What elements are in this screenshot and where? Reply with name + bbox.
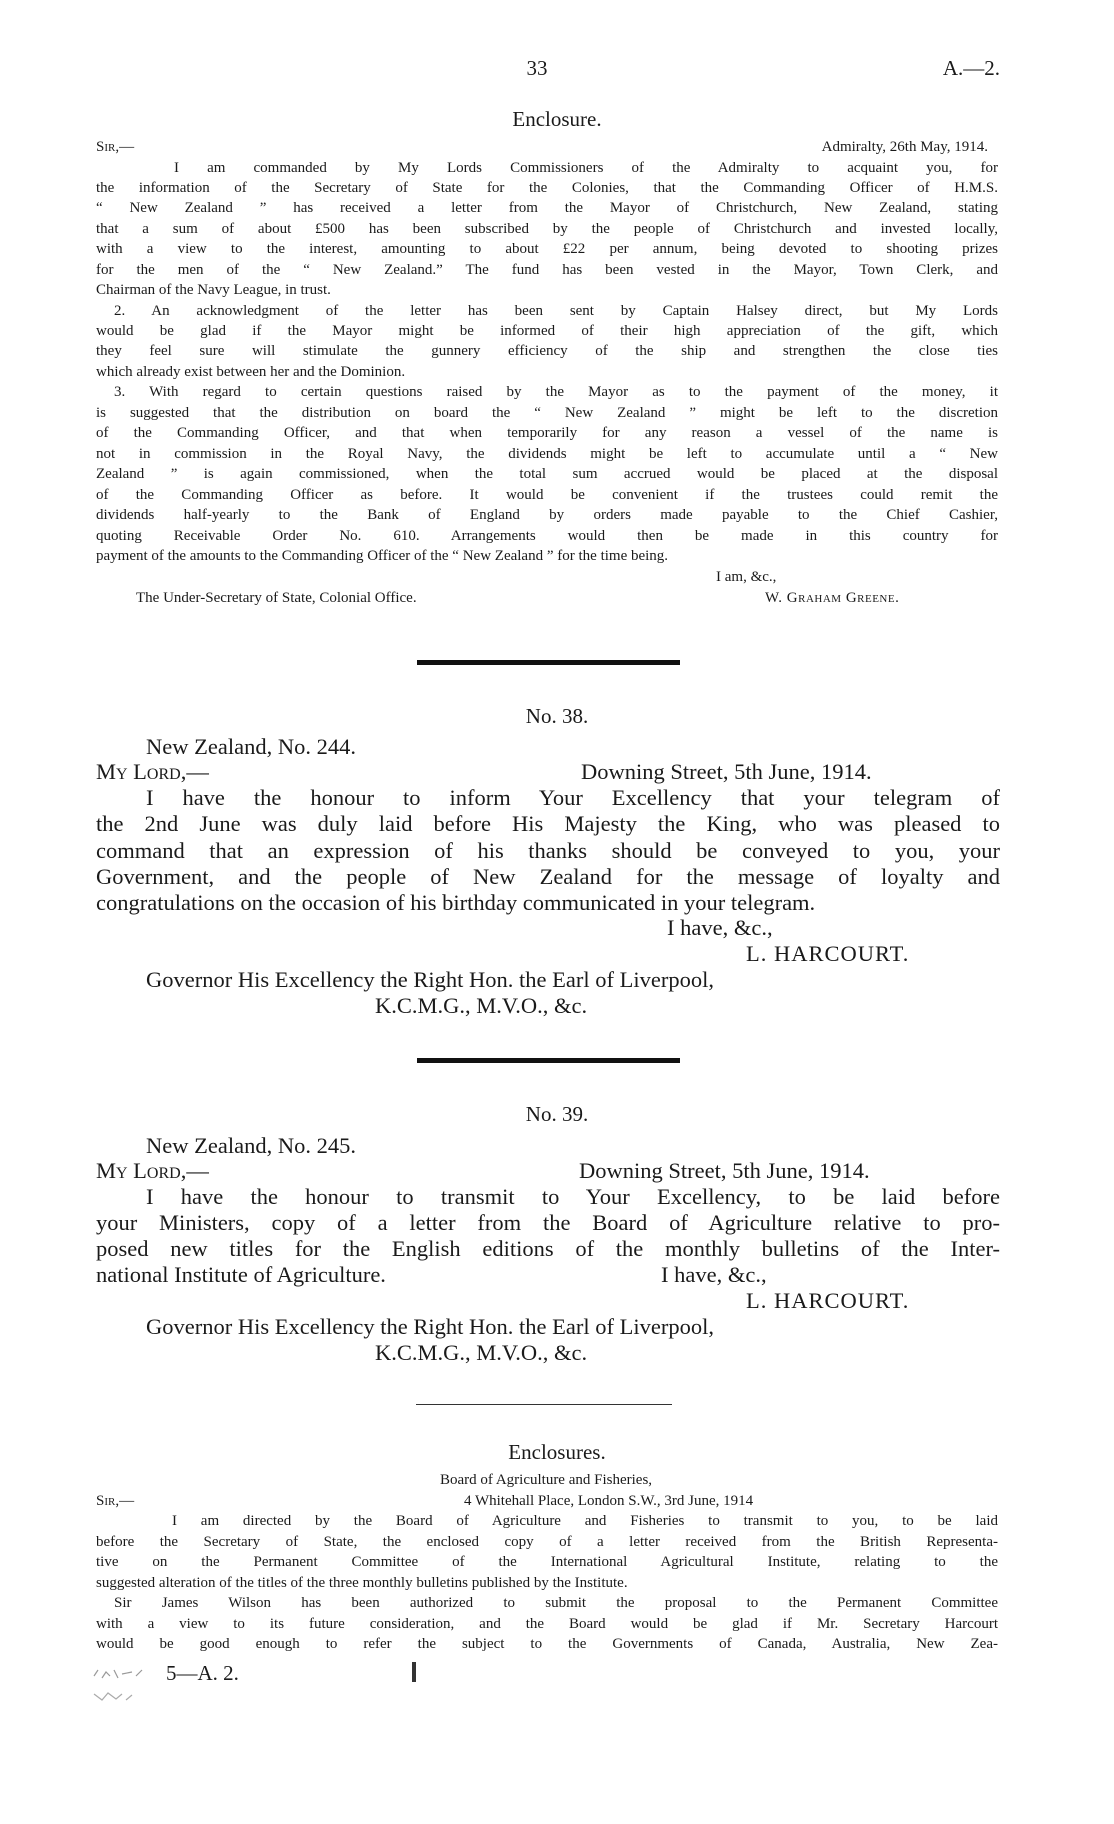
letter-39-line: national Institute of Agriculture. [96,1262,386,1287]
enclosure-signature: W. Graham Greene. [765,590,900,606]
enclosure-line: is suggested that the distribution on board the “ New Zealand ” might be left to the discretion [96,405,998,421]
section-divider [417,1058,680,1063]
enclosure-addressee: The Under-Secretary of State, Colonial Office. [136,590,417,606]
letter-number-38: No. 38. [525,704,589,728]
letter-39-reference: New Zealand, No. 245. [146,1133,356,1158]
enclosures-salutation: Sir,— [96,1493,135,1509]
enclosure-closing: I am, &c., [716,569,777,585]
enclosure-line: payment of the amounts to the Commanding Officer of the “ New Zealand ” for the time being. [96,548,669,564]
enclosure-line: Zealand ” is again commissioned, when the total sum accrued would be placed at the disposal [96,466,998,482]
letter-39-addressee: Governor His Excellency the Right Hon. the Earl of Liverpool, [146,1314,714,1339]
print-smudge [92,1690,140,1704]
enclosure-line: quoting Receivable Order No. 610. Arrangements would then be made in this country for [96,528,998,544]
printer-signature-mark: 5—A. 2. [166,1661,239,1685]
enclosure-heading: Enclosure. [512,107,602,131]
section-divider [416,1404,672,1405]
section-divider [417,660,680,665]
enclosure-salutation: Sir,— [96,139,135,155]
enclosure-line: would be glad if the Mayor might be informed of their high appreciation of the gift, which [96,323,998,339]
letter-38-line: Government, and the people of New Zealand for the message of loyalty and [96,864,1000,889]
enclosure-line: “ New Zealand ” has received a letter from the Mayor of Christchurch, New Zealand, stating [96,200,998,216]
enclosures-from-line: Board of Agriculture and Fisheries, [440,1472,653,1488]
enclosure-line: 3. With regard to certain questions raised by the Mayor as to the payment of the money, it [114,384,998,400]
letter-38-addressee: Governor His Excellency the Right Hon. the Earl of Liverpool, [146,967,714,992]
letter-39-signature: L. HARCOURT. [746,1288,910,1313]
letter-number-39: No. 39. [525,1102,589,1126]
enclosures-line: I am directed by the Board of Agriculture and Fisheries to transmit to you, to be laid [172,1513,998,1529]
letter-38-dateline: Downing Street, 5th June, 1914. [581,759,872,784]
enclosure-line: Chairman of the Navy League, in trust. [96,282,331,298]
enclosure-line: that a sum of about £500 has been subscribed by the people of Christchurch and invested locally, [96,221,998,237]
page-number: 33 [526,56,548,80]
letter-38-line: command that an expression of his thanks should be conveyed to you, your [96,838,1000,863]
enclosure-dateline: Admiralty, 26th May, 1914. [821,139,988,155]
letter-38-signature: L. HARCOURT. [746,941,910,966]
letter-39-addressee-honours: K.C.M.G., M.V.O., &c. [375,1340,588,1365]
letter-39-line: your Ministers, copy of a letter from the Board of Agriculture relative to pro- [96,1210,1000,1235]
enclosure-line: 2. An acknowledgment of the letter has been sent by Captain Halsey direct, but My Lords [114,303,998,319]
enclosures-line: suggested alteration of the titles of the three monthly bulletins published by the Institute. [96,1575,628,1591]
print-smudge [92,1664,152,1682]
enclosure-line: which already exist between her and the Dominion. [96,364,406,380]
enclosures-line: tive on the Permanent Committee of the International Agricultural Institute, relating to the [96,1554,998,1570]
letter-39-dateline: Downing Street, 5th June, 1914. [579,1158,870,1183]
letter-38-line: the 2nd June was duly laid before His Majesty the King, who was pleased to [96,811,1000,836]
letter-38-addressee-honours: K.C.M.G., M.V.O., &c. [375,993,588,1018]
print-mark [412,1662,416,1682]
enclosure-line: not in commission in the Royal Navy, the dividends might be left to accumulate until a “ New [96,446,998,462]
letter-39-line: I have the honour to transmit to Your Excellency, to be laid before [146,1184,1000,1209]
letter-38-line: congratulations on the occasion of his birthday communicated in your telegram. [96,890,816,915]
enclosure-line: dividends half-yearly to the Bank of England by orders made payable to the Chief Cashier, [96,507,998,523]
letter-38-salutation: My Lord,— [96,759,209,784]
enclosures-line: Sir James Wilson has been authorized to submit the proposal to the Permanent Committee [114,1595,998,1611]
enclosure-line: for the men of the “ New Zealand.” The fund has been vested in the Mayor, Town Clerk, and [96,262,998,278]
enclosures-line: would be good enough to refer the subject to the Governments of Canada, Australia, New Zea- [96,1636,998,1652]
enclosures-heading: Enclosures. [508,1440,606,1464]
enclosures-address-date: 4 Whitehall Place, London S.W., 3rd June, 1914 [464,1493,754,1509]
letter-39-line: posed new titles for the English editions of the monthly bulletins of the Inter- [96,1236,1000,1261]
document-reference: A.—2. [942,56,1000,80]
enclosure-line: with a view to the interest, amounting to about £22 per annum, being devoted to shooting prizes [96,241,998,257]
letter-39-closing: I have, &c., [661,1262,767,1287]
enclosure-line: of the Commanding Officer as before. It would be convenient if the trustees could remit the [96,487,998,503]
letter-38-reference: New Zealand, No. 244. [146,734,356,759]
enclosures-line: with a view to its future consideration, and the Board would be glad if Mr. Secretary Harcourt [96,1616,998,1632]
letter-39-salutation: My Lord,— [96,1158,209,1183]
letter-38-closing: I have, &c., [667,915,773,940]
letter-38-line: I have the honour to inform Your Excellency that your telegram of [146,785,1000,810]
enclosures-line: before the Secretary of State, the enclosed copy of a letter received from the British Representa- [96,1534,998,1550]
enclosure-line: they feel sure will stimulate the gunnery efficiency of the ship and strengthen the close ties [96,343,998,359]
enclosure-line: the information of the Secretary of State for the Colonies, that the Commanding Officer of H.M.S. [96,180,998,196]
enclosure-line: of the Commanding Officer, and that when temporarily for any reason a vessel of the name is [96,425,998,441]
enclosure-line: I am commanded by My Lords Commissioners of the Admiralty to acquaint you, for [174,160,998,176]
